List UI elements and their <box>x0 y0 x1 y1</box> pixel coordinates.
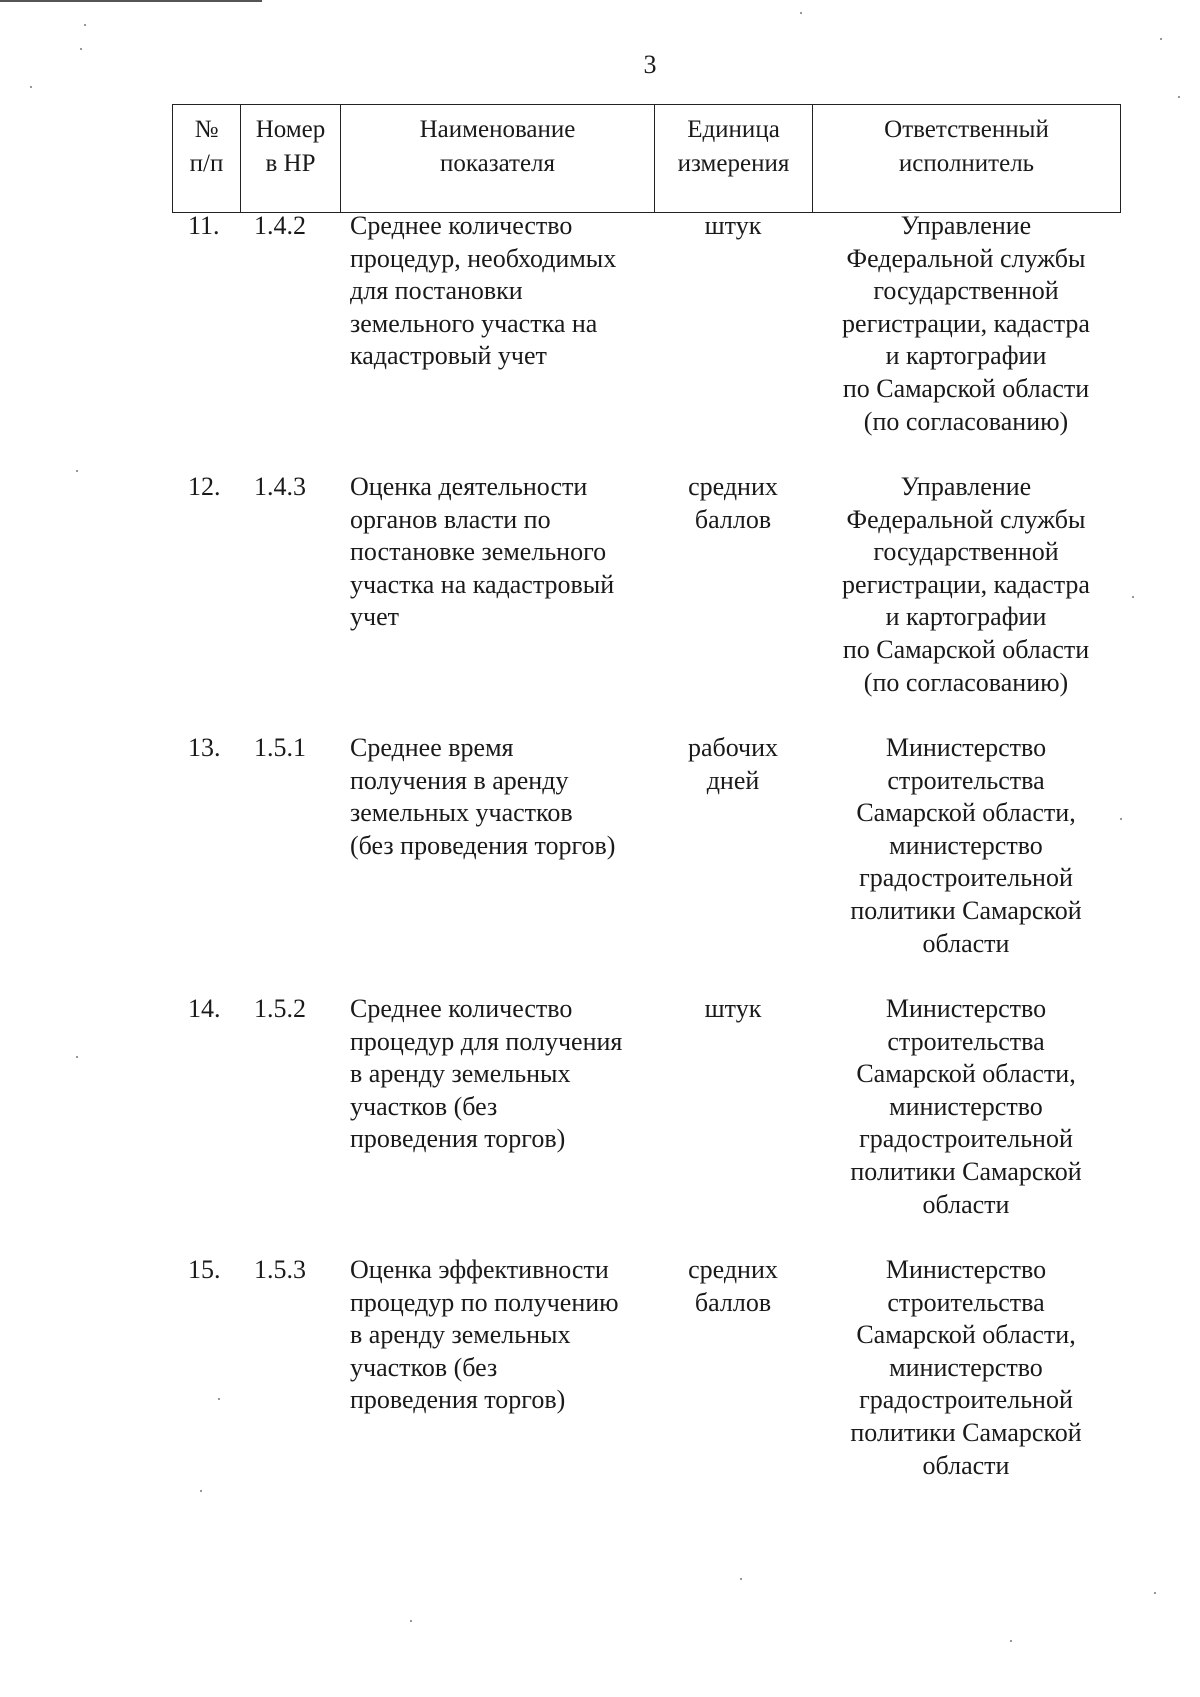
row-responsible: Управление Федеральной службы государственной регистрации, кадастра и картографии по Самарской области (по согласованию) <box>842 211 1090 436</box>
row-code: 1.5.2 <box>254 994 306 1023</box>
scan-speckle <box>218 1398 220 1400</box>
scan-speckle <box>200 1490 202 1492</box>
table-row <box>172 210 1120 471</box>
row-responsible: Министерство строительства Самарской области, министерство градостроительной политики Самарской области <box>850 994 1082 1219</box>
page-number: 3 <box>643 50 657 79</box>
row-unit: средних баллов <box>688 1255 778 1317</box>
scan-speckle <box>1010 1640 1012 1642</box>
scan-speckle <box>76 470 78 472</box>
header-unit: Единица измерения <box>655 105 813 213</box>
scan-speckle <box>1120 818 1122 820</box>
row-responsible: Управление Федеральной службы государственной регистрации, кадастра и картографии по Самарской области (по согласованию) <box>842 472 1090 697</box>
scan-speckle <box>740 1578 742 1580</box>
scan-speckle <box>410 1620 412 1622</box>
row-responsible: Министерство строительства Самарской области, министерство градостроительной политики Самарской области <box>850 733 1082 958</box>
table-row <box>172 993 1120 1254</box>
row-indicator-name: Оценка деятельности органов власти по постановке земельного участка на кадастровый учет <box>350 472 615 632</box>
scan-speckle <box>800 12 802 14</box>
row-number: 12. <box>188 472 221 501</box>
row-responsible: Министерство строительства Самарской области, министерство градостроительной политики Самарской области <box>850 1255 1082 1480</box>
row-number: 14. <box>188 994 221 1023</box>
table-row <box>172 471 1120 732</box>
row-code: 1.4.3 <box>254 472 306 501</box>
header-code: Номер в НР <box>241 105 341 213</box>
scan-speckle <box>30 86 32 88</box>
row-unit: средних баллов <box>688 472 778 534</box>
table-row <box>172 1254 1120 1484</box>
scan-speckle <box>1178 96 1180 98</box>
scan-speckle <box>1154 1592 1156 1594</box>
row-indicator-name: Среднее количество процедур, необходимых для постановки земельного участка на кадастровый учет <box>350 211 617 371</box>
row-number: 13. <box>188 733 221 762</box>
indicators-table <box>172 210 1120 1484</box>
table-header <box>172 104 1121 213</box>
scan-speckle <box>80 48 82 50</box>
row-unit: рабочих дней <box>687 733 779 795</box>
header-responsible: Ответственный исполнитель <box>813 105 1121 213</box>
row-number: 15. <box>188 1255 221 1284</box>
scan-speckle <box>1132 596 1134 598</box>
row-number: 11. <box>188 211 220 240</box>
row-unit: штук <box>704 211 762 240</box>
row-code: 1.5.1 <box>254 733 306 762</box>
scan-border-line <box>0 0 262 2</box>
scan-speckle <box>1160 38 1162 40</box>
row-unit: штук <box>704 994 762 1023</box>
header-no: № п/п <box>173 105 241 213</box>
header-name: Наименование показателя <box>341 105 655 213</box>
row-indicator-name: Оценка эффективности процедур по получению в аренду земельных участков (без проведения торгов) <box>350 1255 619 1415</box>
row-code: 1.5.3 <box>254 1255 306 1284</box>
header-row <box>173 105 1121 213</box>
row-code: 1.4.2 <box>254 211 306 240</box>
row-indicator-name: Среднее количество процедур для получения в аренду земельных участков (без проведения торгов) <box>350 994 623 1154</box>
scan-speckle <box>84 24 86 26</box>
scan-speckle <box>76 1056 78 1058</box>
table-row <box>172 732 1120 993</box>
row-indicator-name: Среднее время получения в аренду земельных участков (без проведения торгов) <box>350 733 616 860</box>
